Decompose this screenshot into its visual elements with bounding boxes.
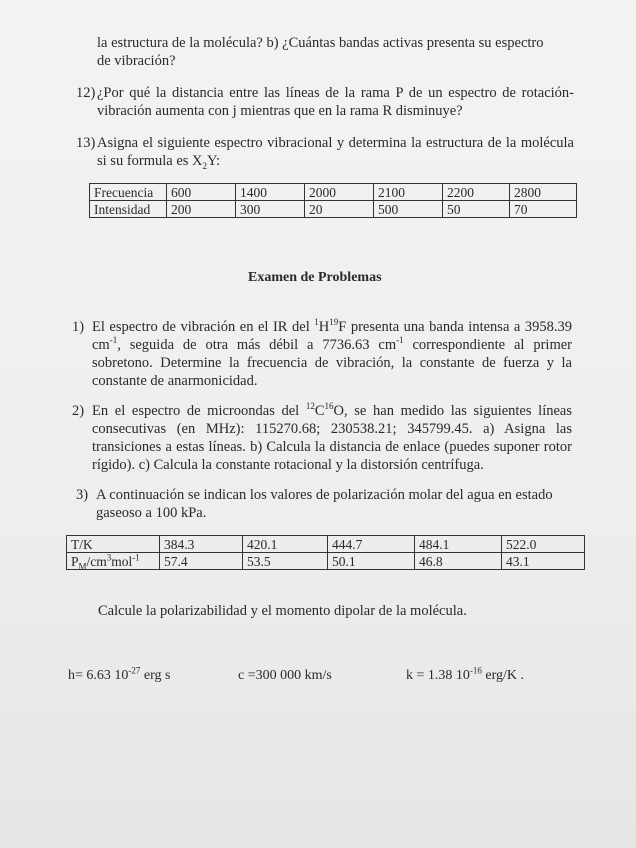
table-row [67, 553, 585, 570]
question-13-text [97, 134, 574, 170]
constant-k-value: k = 1.38 10 [406, 668, 470, 683]
constant-h-unit: erg s [140, 668, 171, 683]
constant-h-value: h= 6.63 10 [68, 668, 129, 683]
label-mol: mol [111, 553, 133, 569]
problem-1-text-b: H [318, 319, 330, 335]
question-13-subscript: 2 [202, 160, 208, 171]
table-cell: 46.8 [415, 553, 502, 570]
table-cell: 2100 [374, 184, 443, 201]
question-13 [76, 134, 574, 170]
table-row [67, 536, 585, 553]
problem-1 [72, 318, 572, 390]
table-cell: 2800 [510, 184, 577, 201]
section-title: Examen de Problemas [248, 270, 382, 285]
problem-1-text-e: correspondiente al primer sobretono. Determine la frecuencia de vibración, la constante de fuerza y la constante de anarmonicidad. [92, 337, 572, 389]
table-cell: 70 [510, 201, 577, 218]
table-cell [67, 553, 160, 570]
problem-2-text-c: O, se han medido las siguientes líneas consecutivas (en MHz): 115270.68; 230538.21; 345799.45. a) Asigna las transiciones a estas líneas. b) Calcula la distancia de enlace (puedes suponer rotor rígido). c) Calcula la constante rotacional y la distorsión centrífuga. [92, 403, 572, 473]
table-cell: 2000 [305, 184, 374, 201]
problem-2-text-a: En el espectro de microondas del [92, 403, 306, 419]
problem-1-number: 1) [72, 319, 85, 335]
problem-2-sup-a: 12 [305, 401, 315, 412]
problem-3-text: A continuación se indican los valores de polarización molar del agua en estado gaseoso a 100 kPa. [96, 487, 553, 521]
table-row [90, 184, 577, 201]
table-cell: 53.5 [243, 553, 328, 570]
problem-3 [76, 486, 566, 522]
table-cell: 444.7 [328, 536, 415, 553]
problem-1-text-d: , seguida de otra más débil a 7736.63 cm [117, 337, 397, 353]
problem-1-sup-d: -1 [396, 335, 404, 346]
problem-1-sup-b: 19 [329, 317, 339, 328]
table-cell: 420.1 [243, 536, 328, 553]
table-cell: 50.1 [328, 553, 415, 570]
table-cell: 384.3 [160, 536, 243, 553]
label-cm: /cm [86, 553, 107, 569]
table-cell: 2200 [443, 184, 510, 201]
constant-k [406, 665, 525, 684]
label-sub-m: M [78, 561, 87, 572]
table-cell: 500 [374, 201, 443, 218]
table-cell: 484.1 [415, 536, 502, 553]
label-sup-minus1: -1 [132, 552, 140, 562]
label-sup-3: 3 [106, 552, 112, 562]
question-13-text-main: Asigna el siguiente espectro vibracional y determina la estructura de la molécula si su formula es X [97, 135, 574, 169]
label-p: P [71, 553, 79, 569]
prev-question-line-2: de vibración? [97, 53, 176, 69]
problem-1-text-c: F presenta una banda intensa a 3958.39 cm [92, 319, 572, 353]
table-cell: 600 [167, 184, 236, 201]
table-cell: 43.1 [502, 553, 585, 570]
table-cell: 50 [443, 201, 510, 218]
problem-2-number: 2) [72, 403, 85, 419]
problem-2-sup-b: 16 [324, 401, 334, 412]
problem-2-text [92, 402, 572, 474]
problem-1-text-a: El espectro de vibración en el IR del [92, 319, 315, 335]
prev-question-continuation [97, 34, 577, 70]
problem-1-sup-a: 1 [314, 317, 319, 328]
spectrum-table [89, 183, 577, 218]
table-cell: 57.4 [160, 553, 243, 570]
table-cell: T/K [67, 536, 160, 553]
polarization-table [66, 535, 585, 570]
question-13-number: 13) [76, 135, 96, 151]
table-cell: 300 [236, 201, 305, 218]
constant-k-exponent: -16 [469, 665, 482, 676]
table-cell: Frecuencia [90, 184, 167, 201]
question-12-number: 12) [76, 85, 96, 101]
problem-3-number: 3) [76, 487, 89, 503]
table-cell: Intensidad [90, 201, 167, 218]
table-cell: 20 [305, 201, 374, 218]
problem-1-sup-c: -1 [109, 335, 118, 346]
calc-instruction: Calcule la polarizabilidad y el momento dipolar de la molécula. [98, 603, 467, 619]
question-12 [76, 84, 574, 120]
problem-1-text [92, 318, 572, 390]
constant-c: c =300 000 km/s [238, 668, 332, 683]
table-row [90, 201, 577, 218]
constant-h-exponent: -27 [128, 665, 141, 676]
table-cell: 1400 [236, 184, 305, 201]
prev-question-line-1: la estructura de la molécula? b) ¿Cuántas bandas activas presenta su espectro [97, 35, 544, 51]
table-cell: 200 [167, 201, 236, 218]
problem-2 [72, 402, 572, 474]
problem-2-text-b: C [314, 403, 325, 419]
constant-h [68, 665, 171, 684]
constant-k-unit: erg/K . [481, 668, 525, 683]
question-12-text: ¿Por qué la distancia entre las líneas de la rama P de un espectro de rotación-vibración aumenta con j mientras que en la rama R disminuye? [97, 85, 574, 119]
question-13-text-end: Y: [207, 153, 221, 169]
table-cell: 522.0 [502, 536, 585, 553]
